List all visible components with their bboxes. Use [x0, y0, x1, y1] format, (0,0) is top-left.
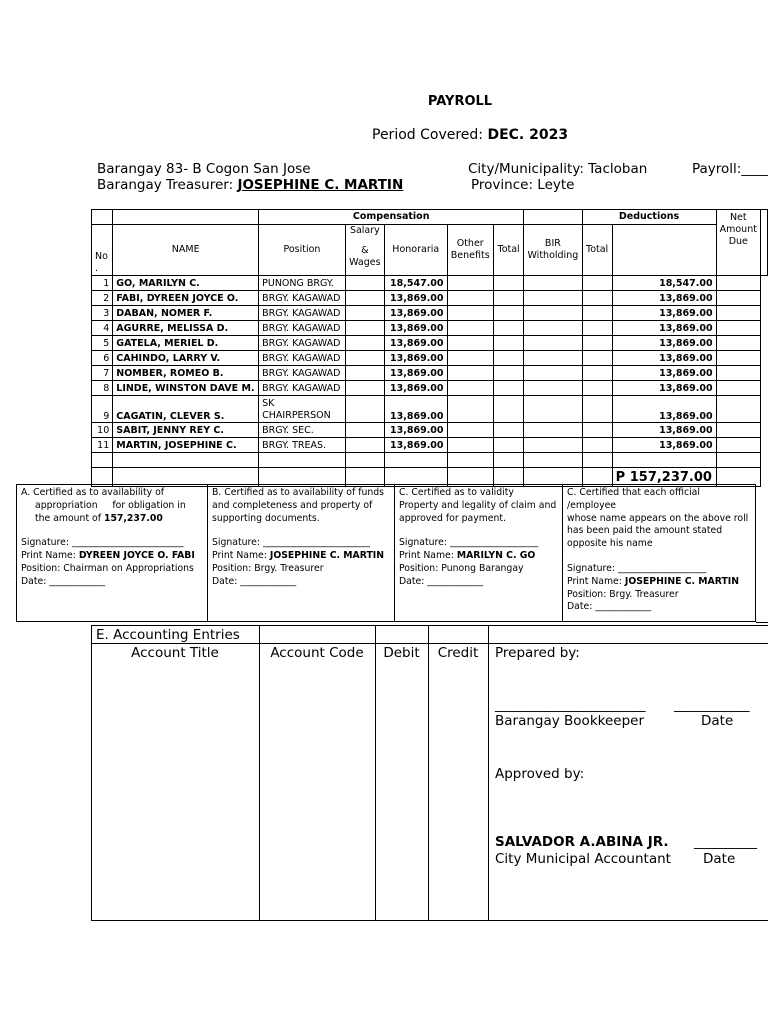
row-salary [345, 336, 384, 351]
row-extra [716, 291, 760, 306]
row-no: 10 [92, 423, 113, 438]
row-bir [524, 423, 582, 438]
cert-b-signature: Signature: _______________________ [212, 537, 370, 549]
table-column-header [92, 225, 768, 276]
row-other [447, 291, 493, 306]
row-salary [345, 276, 384, 291]
debit-header: Debit [383, 645, 420, 661]
row-deduction-total [582, 366, 612, 381]
divider [259, 625, 260, 920]
cert-c2-line3: has been paid the amount stated [567, 525, 723, 537]
divider [756, 622, 768, 623]
cert-b-line2: and completeness and property of [212, 499, 373, 511]
row-salary [345, 438, 384, 453]
row-salary [345, 306, 384, 321]
col-salary-2: & [361, 245, 369, 256]
cert-c1-line2: Property and legality of claim and [399, 499, 557, 511]
cert-c1 [394, 484, 563, 622]
row-name: FABI, DYREEN JOYCE O. [113, 291, 259, 306]
row-name: DABAN, NOMER F. [113, 306, 259, 321]
row-total [493, 381, 523, 396]
row-extra [716, 366, 760, 381]
row-bir [524, 366, 582, 381]
cert-c2-date: Date: ____________ [567, 601, 652, 613]
row-deduction-total [582, 423, 612, 438]
row-total [493, 366, 523, 381]
row-net: 13,869.00 [612, 321, 716, 336]
row-position-bottom: CHAIRPERSON [262, 410, 331, 421]
row-bir [524, 276, 582, 291]
divider [488, 625, 489, 920]
table-row [92, 306, 768, 321]
row-position [259, 396, 346, 423]
row-total [493, 276, 523, 291]
col-salary-1: Salary [349, 225, 380, 236]
row-honoraria: 13,869.00 [384, 291, 447, 306]
cert-c1-print-name: MARILYN C. GO [456, 550, 536, 562]
row-no: 9 [92, 396, 113, 423]
print-label: Print Name: [212, 550, 270, 562]
row-deduction-total [582, 276, 612, 291]
row-no: 4 [92, 321, 113, 336]
row-position: BRGY. KAGAWAD [259, 381, 346, 396]
table-row [92, 438, 768, 453]
row-position: BRGY. KAGAWAD [259, 351, 346, 366]
divider [375, 625, 376, 920]
row-name: GATELA, MERIEL D. [113, 336, 259, 351]
blank-cell [447, 453, 493, 468]
row-bir [524, 291, 582, 306]
col-salary-3: Wages [349, 257, 381, 268]
row-honoraria: 13,869.00 [384, 366, 447, 381]
table-row [92, 381, 768, 396]
table-row [92, 336, 768, 351]
blank-cell [259, 453, 346, 468]
row-total [493, 306, 523, 321]
blank-cell [582, 453, 612, 468]
row-net: 13,869.00 [612, 438, 716, 453]
bookkeeper-date-line: ____________ [674, 697, 749, 713]
row-name: NOMBER, ROMEO B. [113, 366, 259, 381]
row-position-top: SK [262, 398, 275, 409]
row-net: 13,869.00 [612, 291, 716, 306]
table-row [92, 366, 768, 381]
row-name: MARTIN, JOSEPHINE C. [113, 438, 259, 453]
payroll-number: Payroll:____ [692, 161, 768, 177]
cert-a-date: Date: ____________ [21, 575, 106, 587]
row-net: 13,869.00 [612, 423, 716, 438]
period-covered [372, 127, 568, 143]
row-other [447, 423, 493, 438]
row-salary [345, 423, 384, 438]
cert-c1-position: Position: Punong Barangay [399, 562, 524, 574]
row-net: 13,869.00 [612, 396, 716, 423]
divider [91, 625, 768, 626]
row-honoraria: 13,869.00 [384, 321, 447, 336]
barangay-name: Barangay 83- B Cogon San Jose [97, 161, 311, 177]
row-no: 2 [92, 291, 113, 306]
cert-a-amount: 157,237.00 [103, 512, 163, 524]
row-bir [524, 381, 582, 396]
cert-b-position: Position: Brgy. Treasurer [212, 562, 324, 574]
cert-c2-line4: opposite his name [567, 538, 653, 550]
row-total [493, 321, 523, 336]
row-bir [524, 438, 582, 453]
cert-c2-signature: Signature: ___________________ [567, 562, 707, 574]
period-value: DEC. 2023 [487, 127, 569, 143]
row-deduction-total [582, 438, 612, 453]
row-honoraria: 13,869.00 [384, 351, 447, 366]
row-deduction-total [582, 306, 612, 321]
table-row [92, 396, 768, 423]
row-deduction-total [582, 351, 612, 366]
cert-b [207, 484, 395, 622]
table-row [92, 423, 768, 438]
row-extra [716, 306, 760, 321]
row-total [493, 396, 523, 423]
bookkeeper-signature-line: ________________________ [495, 697, 645, 713]
blank-cell [92, 453, 113, 468]
row-bir [524, 336, 582, 351]
row-salary [345, 396, 384, 423]
cert-a-line3 [21, 513, 203, 526]
account-title-header: Account Title [131, 645, 219, 661]
row-net: 13,869.00 [612, 366, 716, 381]
row-salary [345, 381, 384, 396]
cert-b-print [212, 550, 390, 563]
row-honoraria: 18,547.00 [384, 276, 447, 291]
table-row [92, 291, 768, 306]
row-salary [345, 321, 384, 336]
blank-cell [524, 210, 582, 225]
row-total [493, 291, 523, 306]
row-name: SABIT, JENNY REY C. [113, 423, 259, 438]
divider [91, 643, 768, 644]
col-no [92, 225, 113, 276]
row-position: BRGY. SEC. [259, 423, 346, 438]
row-honoraria: 13,869.00 [384, 336, 447, 351]
row-extra [716, 438, 760, 453]
print-label: Print Name: [399, 550, 457, 562]
row-salary [345, 351, 384, 366]
divider [428, 625, 429, 920]
row-extra [716, 396, 760, 423]
prepared-by-label: Prepared by: [495, 645, 580, 661]
row-total [493, 438, 523, 453]
accountant-date-line: __________ [694, 834, 757, 850]
cert-a-print [21, 550, 203, 563]
cert-c1-signature: Signature: ___________________ [399, 537, 539, 549]
city-municipality: City/Municipality: Tacloban [468, 161, 648, 177]
cert-b-date: Date: ____________ [212, 575, 297, 587]
row-position: BRGY. TREAS. [259, 438, 346, 453]
row-bir [524, 396, 582, 423]
row-position: BRGY. KAGAWAD [259, 336, 346, 351]
accounting-section-title: E. Accounting Entries [96, 627, 240, 643]
row-no: 7 [92, 366, 113, 381]
cert-a-amount-label: the amount of [35, 512, 104, 524]
row-no: 5 [92, 336, 113, 351]
row-position: BRGY. KAGAWAD [259, 321, 346, 336]
row-other [447, 396, 493, 423]
blank-cell [113, 210, 259, 225]
cert-c1-line1: C. Certified as to validity [399, 487, 514, 498]
treasurer-name: JOSEPHINE C. MARTIN [237, 177, 404, 193]
row-other [447, 306, 493, 321]
accountant-date-label: Date [703, 851, 736, 867]
cert-b-print-name: JOSEPHINE C. MARTIN [269, 550, 385, 562]
row-honoraria: 13,869.00 [384, 306, 447, 321]
row-position: BRGY. KAGAWAD [259, 306, 346, 321]
cert-a-print-name: DYREEN JOYCE O. FABI [78, 550, 195, 562]
credit-header: Credit [437, 645, 479, 661]
row-deduction-total [582, 381, 612, 396]
cert-c1-line3: approved for payment. [399, 512, 506, 524]
cert-c2-position: Position: Brgy. Treasurer [567, 588, 679, 600]
col-name: NAME [113, 225, 259, 276]
row-position: PUNONG BRGY. [259, 276, 346, 291]
cert-c2-line2: whose name appears on the above roll [567, 512, 749, 524]
row-honoraria: 13,869.00 [384, 438, 447, 453]
barangay-treasurer [97, 177, 403, 193]
row-no: 3 [92, 306, 113, 321]
cert-a [16, 484, 208, 622]
row-extra [716, 321, 760, 336]
row-other [447, 336, 493, 351]
col-bir: BIR Witholding [524, 225, 582, 276]
row-other [447, 438, 493, 453]
accountant-title: City Municipal Accountant [495, 851, 671, 867]
row-honoraria: 13,869.00 [384, 423, 447, 438]
cert-c1-print [399, 550, 558, 563]
col-position: Position [259, 225, 346, 276]
cert-a-position: Position: Chairman on Appropriations [21, 562, 194, 574]
province: Province: Leyte [471, 177, 575, 193]
cert-c1-date: Date: ____________ [399, 575, 484, 587]
row-net: 13,869.00 [612, 381, 716, 396]
accounting-entries [91, 625, 768, 921]
cert-a-line1: A. Certified as to availability of [21, 487, 165, 498]
blank-cell [493, 453, 523, 468]
row-extra [716, 381, 760, 396]
row-position: BRGY. KAGAWAD [259, 366, 346, 381]
payroll-table [91, 209, 768, 487]
blank-cell [384, 453, 447, 468]
row-name: CAHINDO, LARRY V. [113, 351, 259, 366]
col-salary [345, 225, 384, 276]
blank-cell [524, 453, 582, 468]
net-amount-header [716, 210, 760, 276]
row-net: 13,869.00 [612, 336, 716, 351]
row-salary [345, 366, 384, 381]
row-other [447, 381, 493, 396]
row-net: 13,869.00 [612, 306, 716, 321]
row-extra [716, 351, 760, 366]
cert-b-line1: B. Certified as to availability of funds [212, 487, 384, 498]
account-code-header: Account Code [270, 645, 364, 661]
col-total: Total [493, 225, 523, 276]
page-title: PAYROLL [427, 94, 493, 109]
row-name: CAGATIN, CLEVER S. [113, 396, 259, 423]
row-total [493, 423, 523, 438]
row-name: AGURRE, MELISSA D. [113, 321, 259, 336]
net-amount-label: Net Amount Due [719, 212, 757, 247]
row-bir [524, 321, 582, 336]
row-other [447, 366, 493, 381]
row-salary [345, 291, 384, 306]
col-other-benefits: Other Benefits [447, 225, 493, 276]
row-no: 8 [92, 381, 113, 396]
blank-cell [92, 210, 113, 225]
row-honoraria: 13,869.00 [384, 381, 447, 396]
bookkeeper-date-label: Date [701, 713, 734, 729]
col-deduction-total: Total [582, 225, 612, 276]
grand-total: P 157,237.00 [612, 468, 716, 487]
row-honoraria: 13,869.00 [384, 396, 447, 423]
row-position: BRGY. KAGAWAD [259, 291, 346, 306]
deductions-header: Deductions [582, 210, 716, 225]
blank-cell [716, 453, 760, 468]
row-total [493, 336, 523, 351]
row-no: 1 [92, 276, 113, 291]
row-extra [716, 336, 760, 351]
approved-by-label: Approved by: [495, 766, 585, 782]
row-no: 11 [92, 438, 113, 453]
cert-c2-print-name: JOSEPHINE C. MARTIN [624, 575, 740, 587]
row-deduction-total [582, 396, 612, 423]
print-label: Print Name: [21, 550, 79, 562]
row-other [447, 351, 493, 366]
compensation-header: Compensation [259, 210, 524, 225]
row-deduction-total [582, 336, 612, 351]
row-total [493, 351, 523, 366]
print-label: Print Name: [567, 575, 625, 587]
row-bir [524, 306, 582, 321]
row-extra [716, 423, 760, 438]
row-net: 18,547.00 [612, 276, 716, 291]
table-row [92, 321, 768, 336]
cert-c2-print [567, 576, 751, 589]
row-name: GO, MARILYN C. [113, 276, 259, 291]
col-no-dot: . [95, 263, 99, 274]
row-net: 13,869.00 [612, 351, 716, 366]
row-no: 6 [92, 351, 113, 366]
col-honoraria: Honoraria [384, 225, 447, 276]
row-name: LINDE, WINSTON DAVE M. [113, 381, 259, 396]
cert-a-line2: appropriation for obligation in [35, 499, 186, 511]
table-group-header [92, 210, 768, 225]
cert-c2 [562, 484, 756, 622]
blank-cell [345, 453, 384, 468]
bookkeeper-label: Barangay Bookkeeper [495, 713, 645, 729]
blank-cell [612, 453, 716, 468]
blank-cell [113, 453, 259, 468]
row-deduction-total [582, 321, 612, 336]
blank-cell [761, 210, 768, 276]
col-no-label: No [95, 251, 108, 262]
row-extra [716, 276, 760, 291]
period-label: Period Covered: [372, 127, 484, 143]
cert-b-line3: supporting documents. [212, 512, 320, 524]
row-other [447, 276, 493, 291]
row-other [447, 321, 493, 336]
row-bir [524, 351, 582, 366]
table-row [92, 351, 768, 366]
table-row [92, 276, 768, 291]
cert-c2-line1: C. Certified that each official /employee [567, 487, 700, 511]
accountant-name: SALVADOR A.ABINA JR. [495, 834, 669, 850]
table-row-empty [92, 453, 768, 468]
row-deduction-total [582, 291, 612, 306]
treasurer-label: Barangay Treasurer: [97, 177, 234, 193]
cert-a-signature: Signature: ________________________ [21, 537, 184, 549]
